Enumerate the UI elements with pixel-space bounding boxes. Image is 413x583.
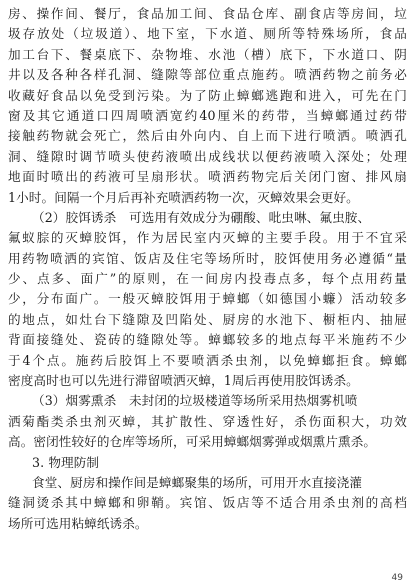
text-line: 收藏好食品以免受到污染。为了防止蟑螂逃跑和进入，可先在门 xyxy=(8,87,407,103)
text-line: 少、点多、面广”的原则，在一间房内投毒点多，每个点用药量 xyxy=(8,271,407,287)
text-line: 接触药物就会死亡，然后由外向内、自上而下进行喷洒。喷洒孔 xyxy=(8,128,407,144)
text-line: 房、操作间、餐厅，食品加工间、食品仓库、副食店等房间，垃 xyxy=(8,6,407,21)
text-line: 缝洞烫杀其中蟑螂和卵鞘。宾馆、饭店等不适合用杀虫剂的高档 xyxy=(8,495,407,511)
text-line: 背面接缝处、瓷砖的缝隙处等。蟑螂较多的地点每平米施药不少 xyxy=(8,332,407,348)
text-line: 食堂、厨房和操作间是蟑螂聚集的场所，可用开水直接浇灌 xyxy=(32,474,363,490)
text-line: 少，分布面广。一般灭蟑胶饵用于蟑螂（如德国小蠊）活动较多 xyxy=(8,291,407,307)
text-line: 洒菊酯类杀虫剂灭蟑，其扩散性、穿透性好，杀伤面积大，功效 xyxy=(8,413,407,429)
body-text xyxy=(8,4,407,534)
text-line: （2）胶饵诱杀 可选用有效成分为硼酸、吡虫啉、氟虫胺、 xyxy=(32,209,371,225)
text-line: 的地点，如灶台下缝隙及凹陷处、厨房的水池下、橱柜内、抽屉 xyxy=(8,311,407,327)
text-line: 地面时喷出的药液可呈扇形状。喷洒药物完后关闭门窗、排风扇 xyxy=(8,169,407,185)
text-line: 1小时。间隔一个月后再补充喷洒药物一次，灭蟑效果会更好。 xyxy=(8,189,359,205)
text-line: 井以及各种各样孔洞、缝隙等部位重点施药。喷洒药物之前务必 xyxy=(8,67,407,83)
text-line: 于4个点。施药后胶饵上不要喷洒杀虫剂，以免蟑螂拒食。蟑螂 xyxy=(8,352,407,368)
text-line: 洞、缝隙时调节喷头使药液喷出成线状以便药液喷入深处；处理 xyxy=(8,148,407,164)
text-line: 场所可选用粘蟑纸诱杀。 xyxy=(8,515,148,531)
text-line: 3. 物理防制 xyxy=(32,454,100,470)
text-line: 加工台下、餐桌底下、杂物堆、水池（槽）底下，下水道口、阴 xyxy=(8,46,407,62)
page-number: 49 xyxy=(391,573,403,583)
text-line: 圾存放处（垃圾道）、地下室，下水道、厕所等特殊场所，食品 xyxy=(8,26,407,42)
text-line: 高。密闭性较好的仓库等场所，可采用蟑螂烟雾弹或烟熏片熏杀。 xyxy=(8,434,377,450)
text-line: （3）烟雾熏杀 未封闭的垃圾楼道等场所采用热烟雾机喷 xyxy=(32,393,358,409)
text-line: 氟蚁腙的灭蟑胶饵，作为居民室内灭蟑的主要手段。用于不宜采 xyxy=(8,230,407,246)
text-line: 用药物喷洒的宾馆、饭店及住宅等场所时，胶饵使用务必遵循“量 xyxy=(8,250,407,266)
text-line: 窗及其它通道口四周喷洒宽约40厘米的药带，当蟑螂通过药带 xyxy=(8,107,407,123)
text-line: 密度高时也可以先进行滞留喷洒灭蟑，1周后再使用胶饵诱杀。 xyxy=(8,373,359,389)
